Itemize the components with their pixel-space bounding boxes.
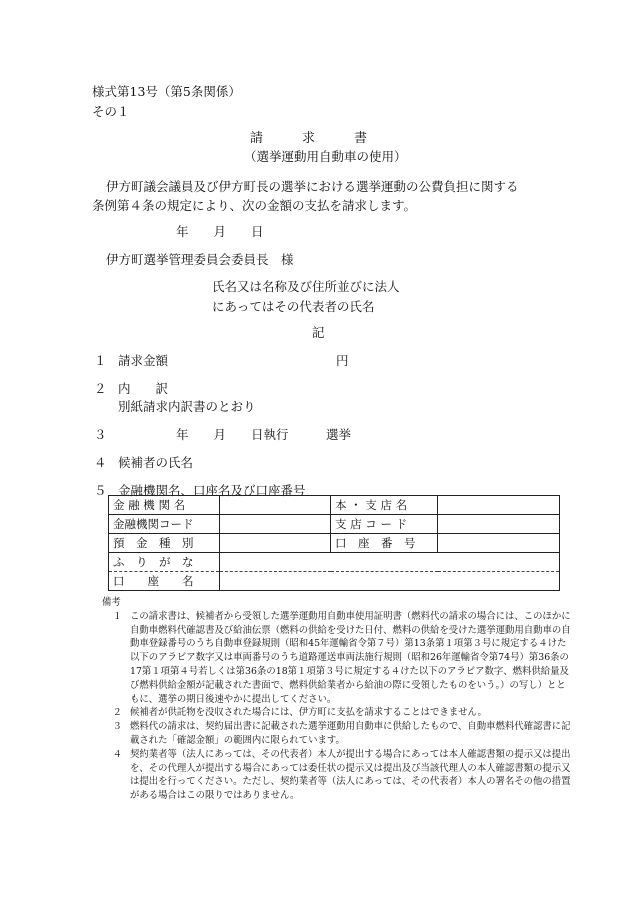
note-number: １ (112, 610, 122, 622)
bank-code-label: 金融機関コード (109, 515, 220, 534)
item-2-number: ２ (94, 381, 107, 396)
form-sub-label: その１ (92, 104, 130, 119)
item-2-detail: 別紙請求内訳書のとおり (118, 399, 256, 414)
document-title: 請 求 書 (250, 131, 368, 146)
notes-heading: 備考 (102, 597, 121, 608)
note-text: この請求書は、候補者から受領した選挙運動用自動車使用証明書（燃料代の請求の場合には、このほかに自動車燃料代確認書及び給油伝票（燃料の供給を受けた日付、燃料の供給を受けた選挙運動用自動車の自動車登録番号のうち自動車登録規則（昭和45年運輸省令第７号）第13条第１項第３号に規定する４けた以下のアラビア数字又は車両番号のうち道路運送車両法施行規則（昭和26年運輸省令第74号）第36条の17第１項第４号若しくは第36条の18第１項第３号に規定する４けた以下のアラビア数字、燃料供給量及び燃料供給金額が記載された書面で、燃料供給業者から給油の際に受領したものをいう。）の写し）とともに、選挙の期日後速やかに提出してください。 (130, 610, 571, 705)
request-date: 年 月 日 (176, 224, 264, 239)
note-text: 候補者が供託物を没収された場合には、伊方町に支払を請求することはできません。 (130, 707, 487, 719)
list-item (102, 610, 572, 707)
table-row (109, 496, 560, 515)
table-row (109, 515, 560, 534)
note-number: ２ (112, 707, 122, 719)
claimant-label-2: にあってはその代表者の氏名 (212, 299, 375, 314)
intro-line-1: 伊方町議会議員及び伊方町長の選挙における選挙運動の公費負担に関する (106, 179, 519, 194)
deposit-type-field[interactable] (220, 534, 331, 553)
intro-line-2: 条例第４条の規定により、次の金額の支払を請求します。 (92, 198, 417, 213)
note-number: ４ (112, 748, 122, 760)
bank-code-field[interactable] (220, 515, 331, 534)
bank-account-table (108, 495, 560, 591)
item-1-unit: 円 (336, 353, 349, 368)
branch-name-field[interactable] (438, 496, 560, 515)
item-3-election-date: 年 月 日執行 選挙 (176, 427, 352, 442)
branch-name-label: 本 ・ 支 店 名 (331, 496, 438, 515)
item-5-number: ５ (94, 483, 107, 498)
table-row (109, 534, 560, 553)
addressee: 伊方町選挙管理委員会委員長 様 (106, 252, 294, 267)
note-text: 燃料代の請求は、契約届出書に記載された選挙運動用自動車に供給したもので、自動車燃料代確認書に記載された「確認金額」の範囲内に限られています。 (130, 721, 571, 746)
notes-section (102, 596, 572, 803)
form-number-label: 様式第13号（第5条関係） (92, 84, 241, 99)
account-name-field[interactable] (220, 572, 560, 591)
bank-name-field[interactable] (220, 496, 331, 515)
item-2-label: 内 訳 (118, 381, 169, 396)
item-4-number: ４ (94, 455, 107, 470)
item-4-label: 候補者の氏名 (118, 455, 194, 470)
item-3-number: ３ (94, 427, 107, 442)
account-number-label: 口 座 番 号 (331, 534, 438, 553)
account-number-field[interactable] (438, 534, 560, 553)
list-item (102, 720, 572, 748)
item-5-label: 金融機関名、口座名及び口座番号 (118, 483, 306, 498)
note-number: ３ (112, 721, 122, 733)
document-subtitle: （選挙運動用自動車の使用） (244, 149, 407, 164)
list-item (102, 706, 572, 720)
ki-heading: 記 (312, 325, 325, 340)
note-text: 契約業者等（法人にあっては、その代表者）本人が提出する場合にあっては本人確認書類の提示又は提出を、その代理人が提出する場合にあっては委任状の提示又は提出及び当該代理人の本人確認書類の提示又は提出を行ってください。ただし、契約業者等（法人にあっては、その代表者）本人の署名その他の措置がある場合はこの限りではありません。 (130, 748, 571, 802)
table-row (109, 572, 560, 591)
furigana-field[interactable] (220, 553, 560, 572)
list-item (102, 748, 572, 803)
branch-code-label: 支 店 コ ー ド (331, 515, 438, 534)
table-row (109, 553, 560, 572)
account-name-label: 口 座 名 (109, 572, 220, 591)
furigana-label: ふ り が な (109, 553, 220, 572)
branch-code-field[interactable] (438, 515, 560, 534)
item-1-label: 請求金額 (118, 353, 169, 368)
item-1-number: １ (94, 353, 107, 368)
claimant-label-1: 氏名又は名称及び住所並びに法人 (212, 279, 400, 294)
bank-name-label: 金 融 機 関 名 (109, 496, 220, 515)
deposit-type-label: 預 金 種 別 (109, 534, 220, 553)
